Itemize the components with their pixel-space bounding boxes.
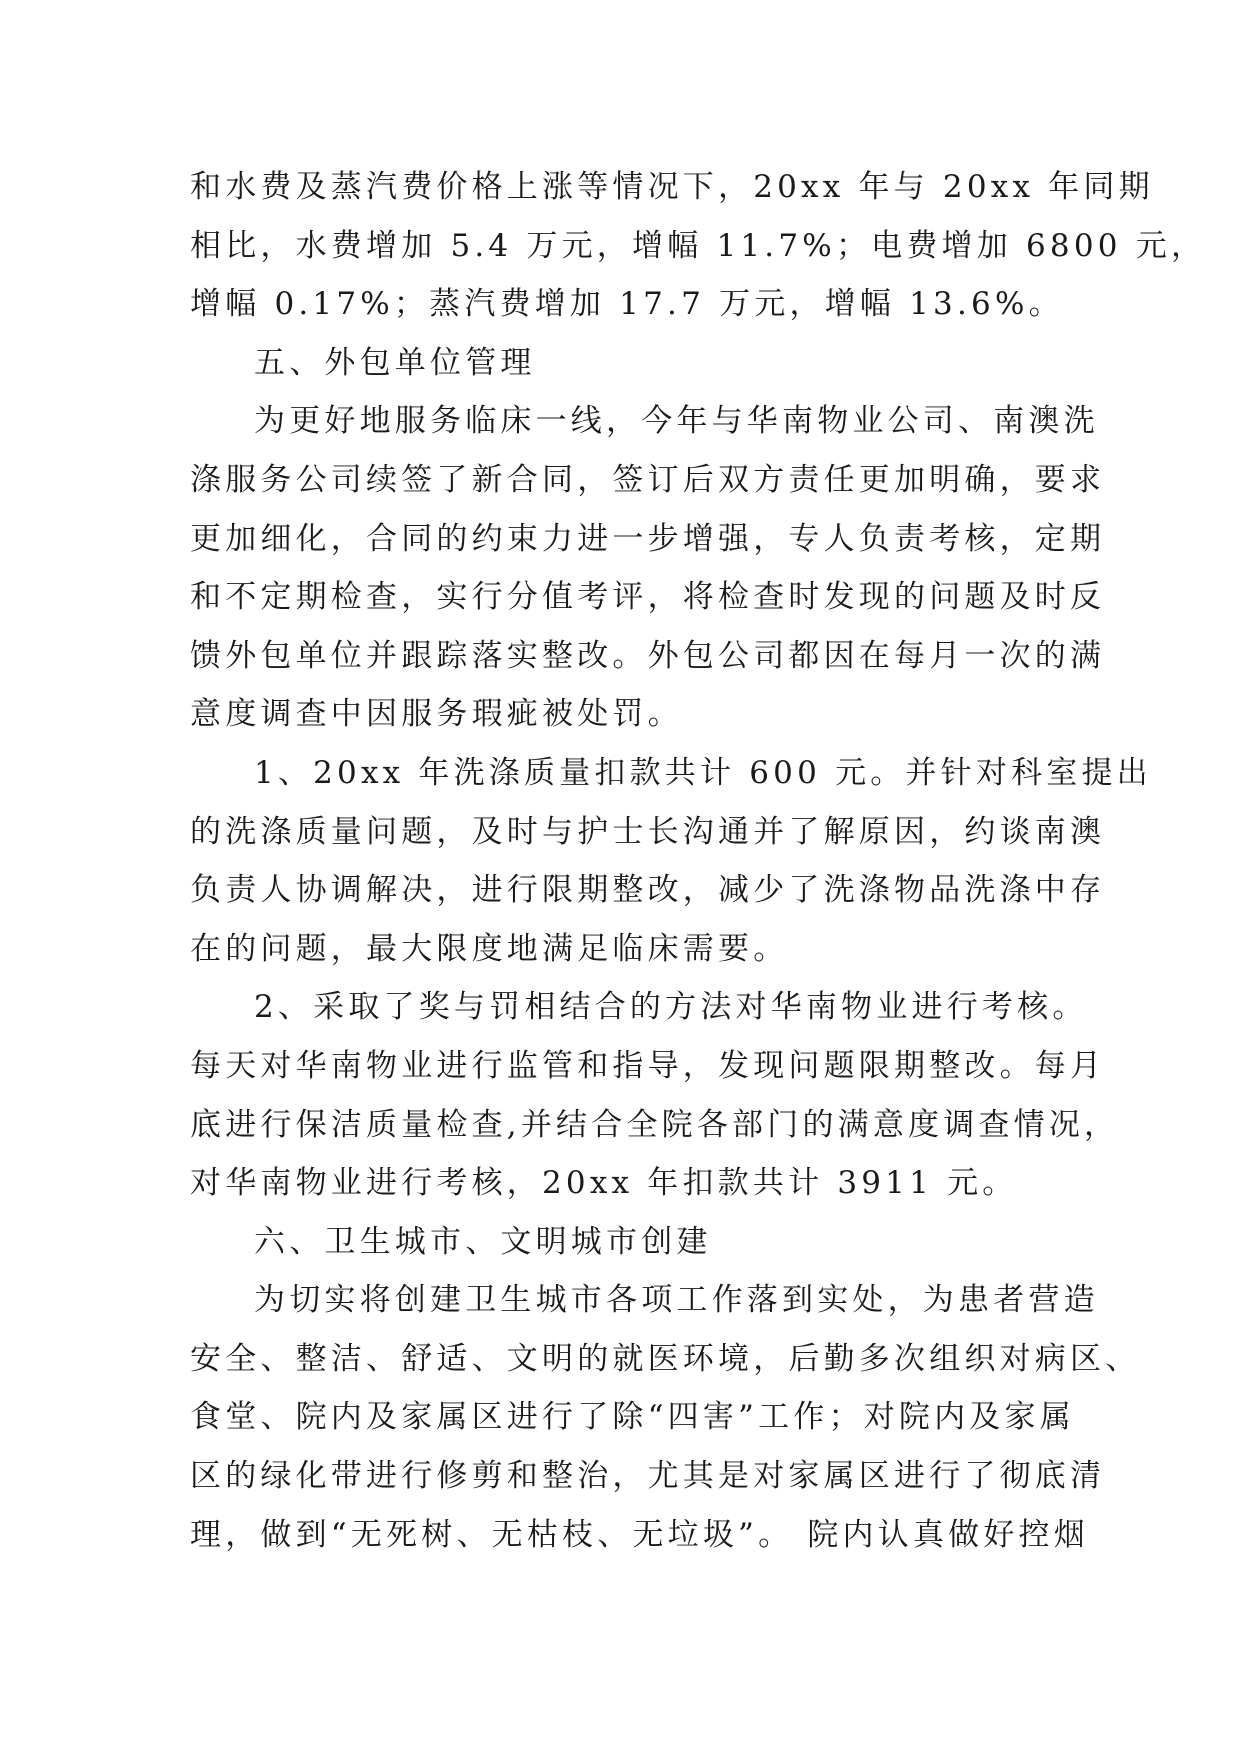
text-line: 相比，水费增加 5.4 万元，增幅 11.7%；电费增加 6800 元，	[190, 227, 1207, 264]
text-line: 增幅 0.17%；蒸汽费增加 17.7 万元，增幅 13.6%。	[190, 286, 1064, 323]
text-line: 馈外包单位并跟踪落实整改。外包公司都因在每月一次的满	[190, 637, 1106, 674]
text-line: 底进行保洁质量检查,并结合全院各部门的满意度调查情况，	[190, 1106, 1120, 1143]
text-line: 安全、整洁、舒适、文明的就医环境，后勤多次组织对病区、	[190, 1340, 1141, 1377]
text-line: 每天对华南物业进行监管和指导，发现问题限期整改。每月	[190, 1047, 1106, 1084]
text-line: 意度调查中因服务瑕疵被处罚。	[190, 696, 683, 733]
document-body	[190, 158, 1207, 1564]
text-line: 更加细化，合同的约束力进一步增强，专人负责考核，定期	[190, 520, 1106, 557]
text-line: 和不定期检查，实行分值考评，将检查时发现的问题及时反	[190, 579, 1106, 616]
list-item-1: 1、20xx 年洗涤质量扣款共计 600 元。并针对科室提出	[254, 754, 1152, 791]
section-heading-sanitation: 六、卫生城市、文明城市创建	[254, 1223, 712, 1260]
text-line: 负责人协调解决，进行限期整改，减少了洗涤物品洗涤中存	[190, 872, 1106, 909]
text-line: 涤服务公司续签了新合同，签订后双方责任更加明确，要求	[190, 461, 1106, 498]
text-line: 在的问题，最大限度地满足临床需要。	[190, 930, 789, 967]
text-line: 的洗涤质量问题，及时与护士长沟通并了解原因，约谈南澳	[190, 813, 1106, 850]
text-line: 为更好地服务临床一线，今年与华南物业公司、南澳洗	[254, 403, 1099, 440]
text-line: 和水费及蒸汽费价格上涨等情况下，20xx 年与 20xx 年同期	[190, 169, 1154, 205]
text-line: 对华南物业进行考核，20xx 年扣款共计 3911 元。	[190, 1165, 1018, 1202]
text-line: 理，做到“无死树、无枯枝、无垃圾”。 院内认真做好控烟	[190, 1516, 1089, 1553]
section-heading-outsourcing: 五、外包单位管理	[254, 344, 536, 381]
text-line: 食堂、院内及家属区进行了除“四害”工作；对院内及家属	[190, 1399, 1075, 1436]
text-line: 区的绿化带进行修剪和整治，尤其是对家属区进行了彻底清	[190, 1458, 1106, 1495]
text-line: 为切实将创建卫生城市各项工作落到实处，为患者营造	[254, 1282, 1099, 1319]
list-item-2: 2、采取了奖与罚相结合的方法对华南物业进行考核。	[254, 989, 1088, 1026]
